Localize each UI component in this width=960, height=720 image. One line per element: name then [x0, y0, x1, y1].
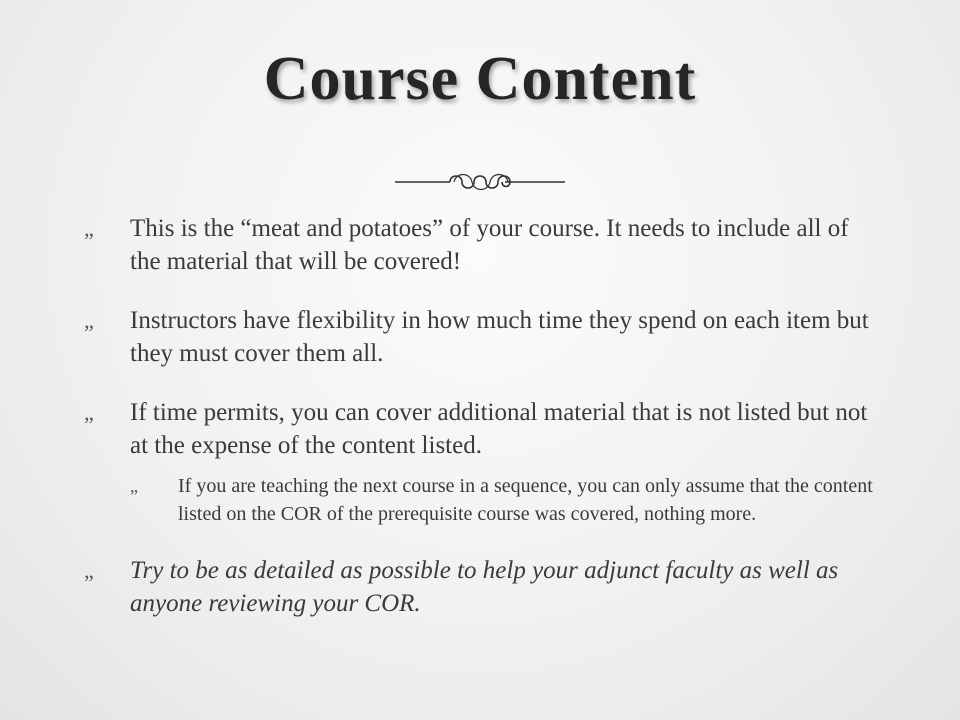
sub-bullet-list: [130, 472, 884, 528]
bullet-text: This is the “meat and potatoes” of your course. It needs to include all of the material that will be covered!: [130, 215, 849, 275]
bullet-item: [84, 212, 884, 278]
bullet-marker-icon: „: [84, 216, 94, 241]
bullet-text: Try to be as detailed as possible to help your adjunct faculty as well as anyone reviewing your COR.: [130, 557, 839, 617]
bullet-item: [84, 554, 884, 620]
bullet-text: Instructors have flexibility in how much time they spend on each item but they must cover them all.: [130, 307, 869, 367]
sub-bullet-text: If you are teaching the next course in a sequence, you can only assume that the content listed on the COR of the prerequisite course was covered, nothing more.: [178, 475, 873, 525]
bullet-marker-icon: „: [84, 308, 94, 333]
bullet-marker-icon: „: [130, 476, 138, 496]
flourish-divider-icon: [390, 166, 570, 198]
bullet-item: [84, 396, 884, 528]
bullet-item: [84, 304, 884, 370]
sub-bullet-item: [130, 472, 884, 528]
slide-title: Course Content: [263, 45, 697, 113]
bullet-list: [84, 212, 884, 646]
bullet-marker-icon: „: [84, 558, 94, 583]
bullet-marker-icon: „: [84, 400, 94, 425]
bullet-text: If time permits, you can cover additional material that is not listed but not at the expense of the content listed.: [130, 399, 868, 459]
